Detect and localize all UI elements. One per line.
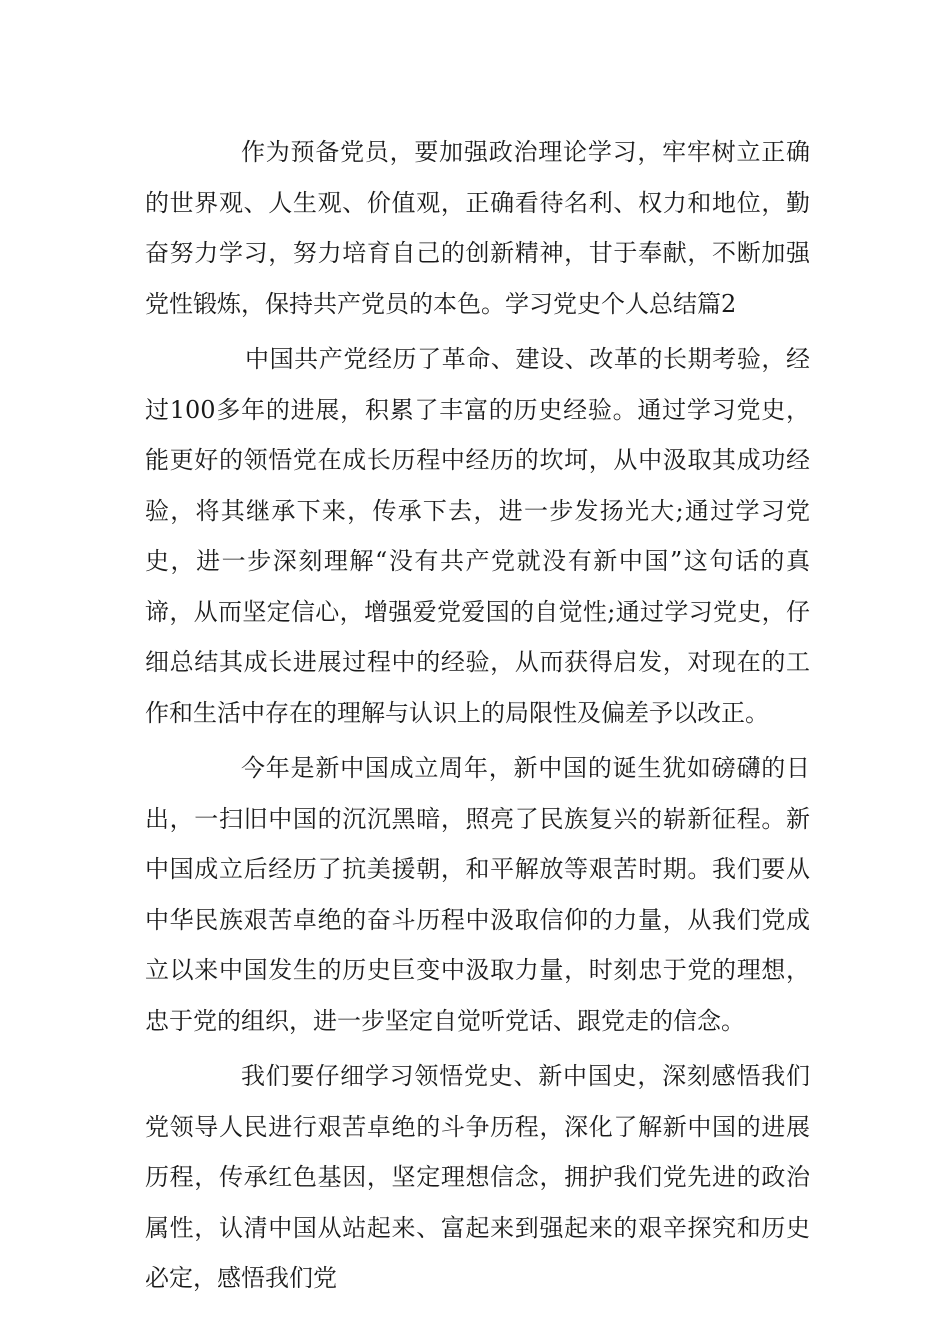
paragraph: 我们要仔细学习领悟党史、新中国史，深刻感悟我们党领导人民进行艰苦卓绝的斗争历程，深化了解新中国的进展历程，传承红色基因，坚定理想信念，拥护我们党先进的政治属性，认清中国从站起来、富起来到强起来的艰辛探究和历史必定，感悟我们党	[145, 1062, 810, 1292]
paragraph: 作为预备党员，要加强政治理论学习，牢牢树立正确的世界观、人生观、价值观，正确看待名利、权力和地位，勤奋努力学习，努力培育自己的创新精神，甘于奉献，不断加强党性锻炼，保持共产党员的本色。学习党史个人总结篇2	[145, 138, 810, 318]
paragraph: 中国共产党经历了革命、建设、改革的长期考验，经过100多年的进展，积累了丰富的历史经验。通过学习党史，能更好的领悟党在成长历程中经历的坎坷，从中汲取其成功经验，将其继承下来，传承下去，进一步发扬光大;通过学习党史，进一步深刻理解“没有共产党就没有新中国”这句话的真谛，从而坚定信心，增强爱党爱国的自觉性;通过学习党史，仔细总结其成长进展过程中的经验，从而获得启发，对现在的工作和生活中存在的理解与认识上的局限性及偏差予以改正。	[145, 345, 810, 727]
document-body	[145, 127, 810, 1304]
paragraph: 今年是新中国成立周年，新中国的诞生犹如磅礴的日出，一扫旧中国的沉沉黑暗，照亮了民族复兴的崭新征程。新中国成立后经历了抗美援朝，和平解放等艰苦时期。我们要从中华民族艰苦卓绝的奋斗历程中汲取信仰的力量，从我们党成立以来中国发生的历史巨变中汲取力量，时刻忠于党的理想，忠于党的组织，进一步坚定自觉听党话、跟党走的信念。	[145, 754, 810, 1035]
